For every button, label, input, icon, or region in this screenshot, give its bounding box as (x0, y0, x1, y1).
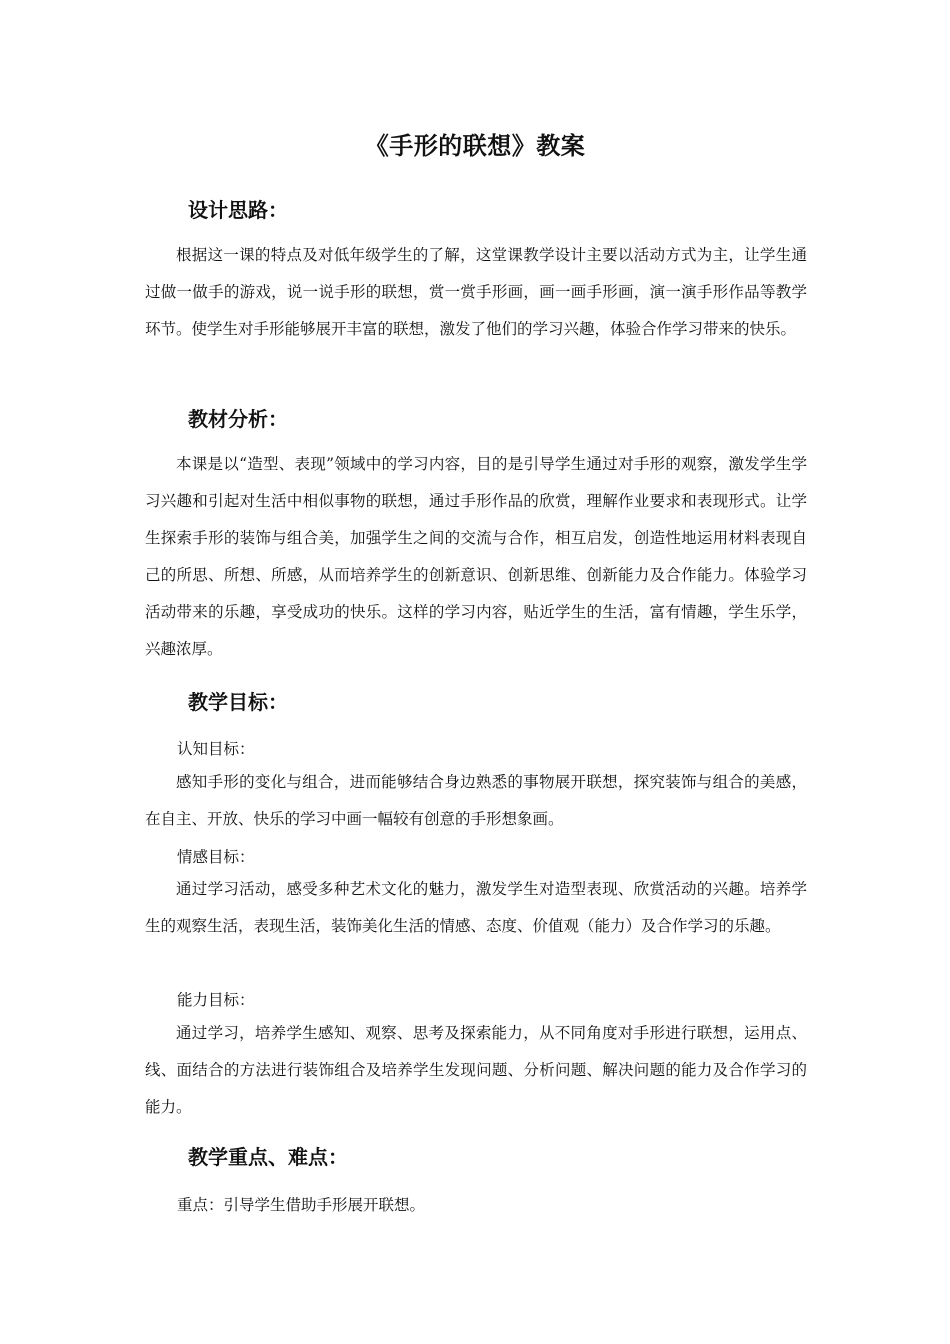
heading-key-points: 教学重点、难点： (188, 1145, 348, 1169)
paragraph-cognitive-goal: 感知手形的变化与组合，进而能够结合身边熟悉的事物展开联想，探究装饰与组合的美感，在自主、开放、快乐的学习中画一幅较有创意的手形想象画。 (145, 773, 807, 828)
heading-design: 设计思路： (188, 198, 288, 222)
heading-analysis: 教材分析： (188, 407, 288, 431)
text-focus-point: 重点：引导学生借助手形展开联想。 (177, 1196, 426, 1214)
document-title: 《手形的联想》教案 (364, 131, 586, 160)
label-emotional-goal: 情感目标： (177, 848, 255, 866)
paragraph-design: 根据这一课的特点及对低年级学生的了解，这堂课教学设计主要以活动方式为主，让学生通过做一做手的游戏，说一说手形的联想，赏一赏手形画，画一画手形画，演一演手形作品等教学环节。使学生对手形能够展开丰富的联想，激发了他们的学习兴趣，体验合作学习带来的快乐。 (145, 246, 807, 338)
paragraph-emotional-goal: 通过学习活动，感受多种艺术文化的魅力，激发学生对造型表现、欣赏活动的兴趣。培养学生的观察生活，表现生活，装饰美化生活的情感、态度、价值观（能力）及合作学习的乐趣。 (145, 880, 807, 935)
heading-goals: 教学目标： (188, 690, 288, 714)
label-ability-goal: 能力目标： (177, 991, 255, 1009)
paragraph-analysis: 本课是以“造型、表现”领域中的学习内容，目的是引导学生通过对手形的观察，激发学生学习兴趣和引起对生活中相似事物的联想，通过手形作品的欣赏，理解作业要求和表现形式。让学生探索手形的装饰与组合美，加强学生之间的交流与合作，相互启发，创造性地运用材料表现自己的所思、所想、所感，从而培养学生的创新意识、创新思维、创新能力及合作能力。体验学习活动带来的乐趣，享受成功的快乐。这样的学习内容，贴近学生的生活，富有情趣，学生乐学，兴趣浓厚。 (145, 455, 807, 658)
label-cognitive-goal: 认知目标： (177, 740, 255, 758)
paragraph-ability-goal: 通过学习，培养学生感知、观察、思考及探索能力，从不同角度对手形进行联想，运用点、线、面结合的方法进行装饰组合及培养学生发现问题、分析问题、解决问题的能力及合作学习的能力。 (145, 1024, 807, 1116)
